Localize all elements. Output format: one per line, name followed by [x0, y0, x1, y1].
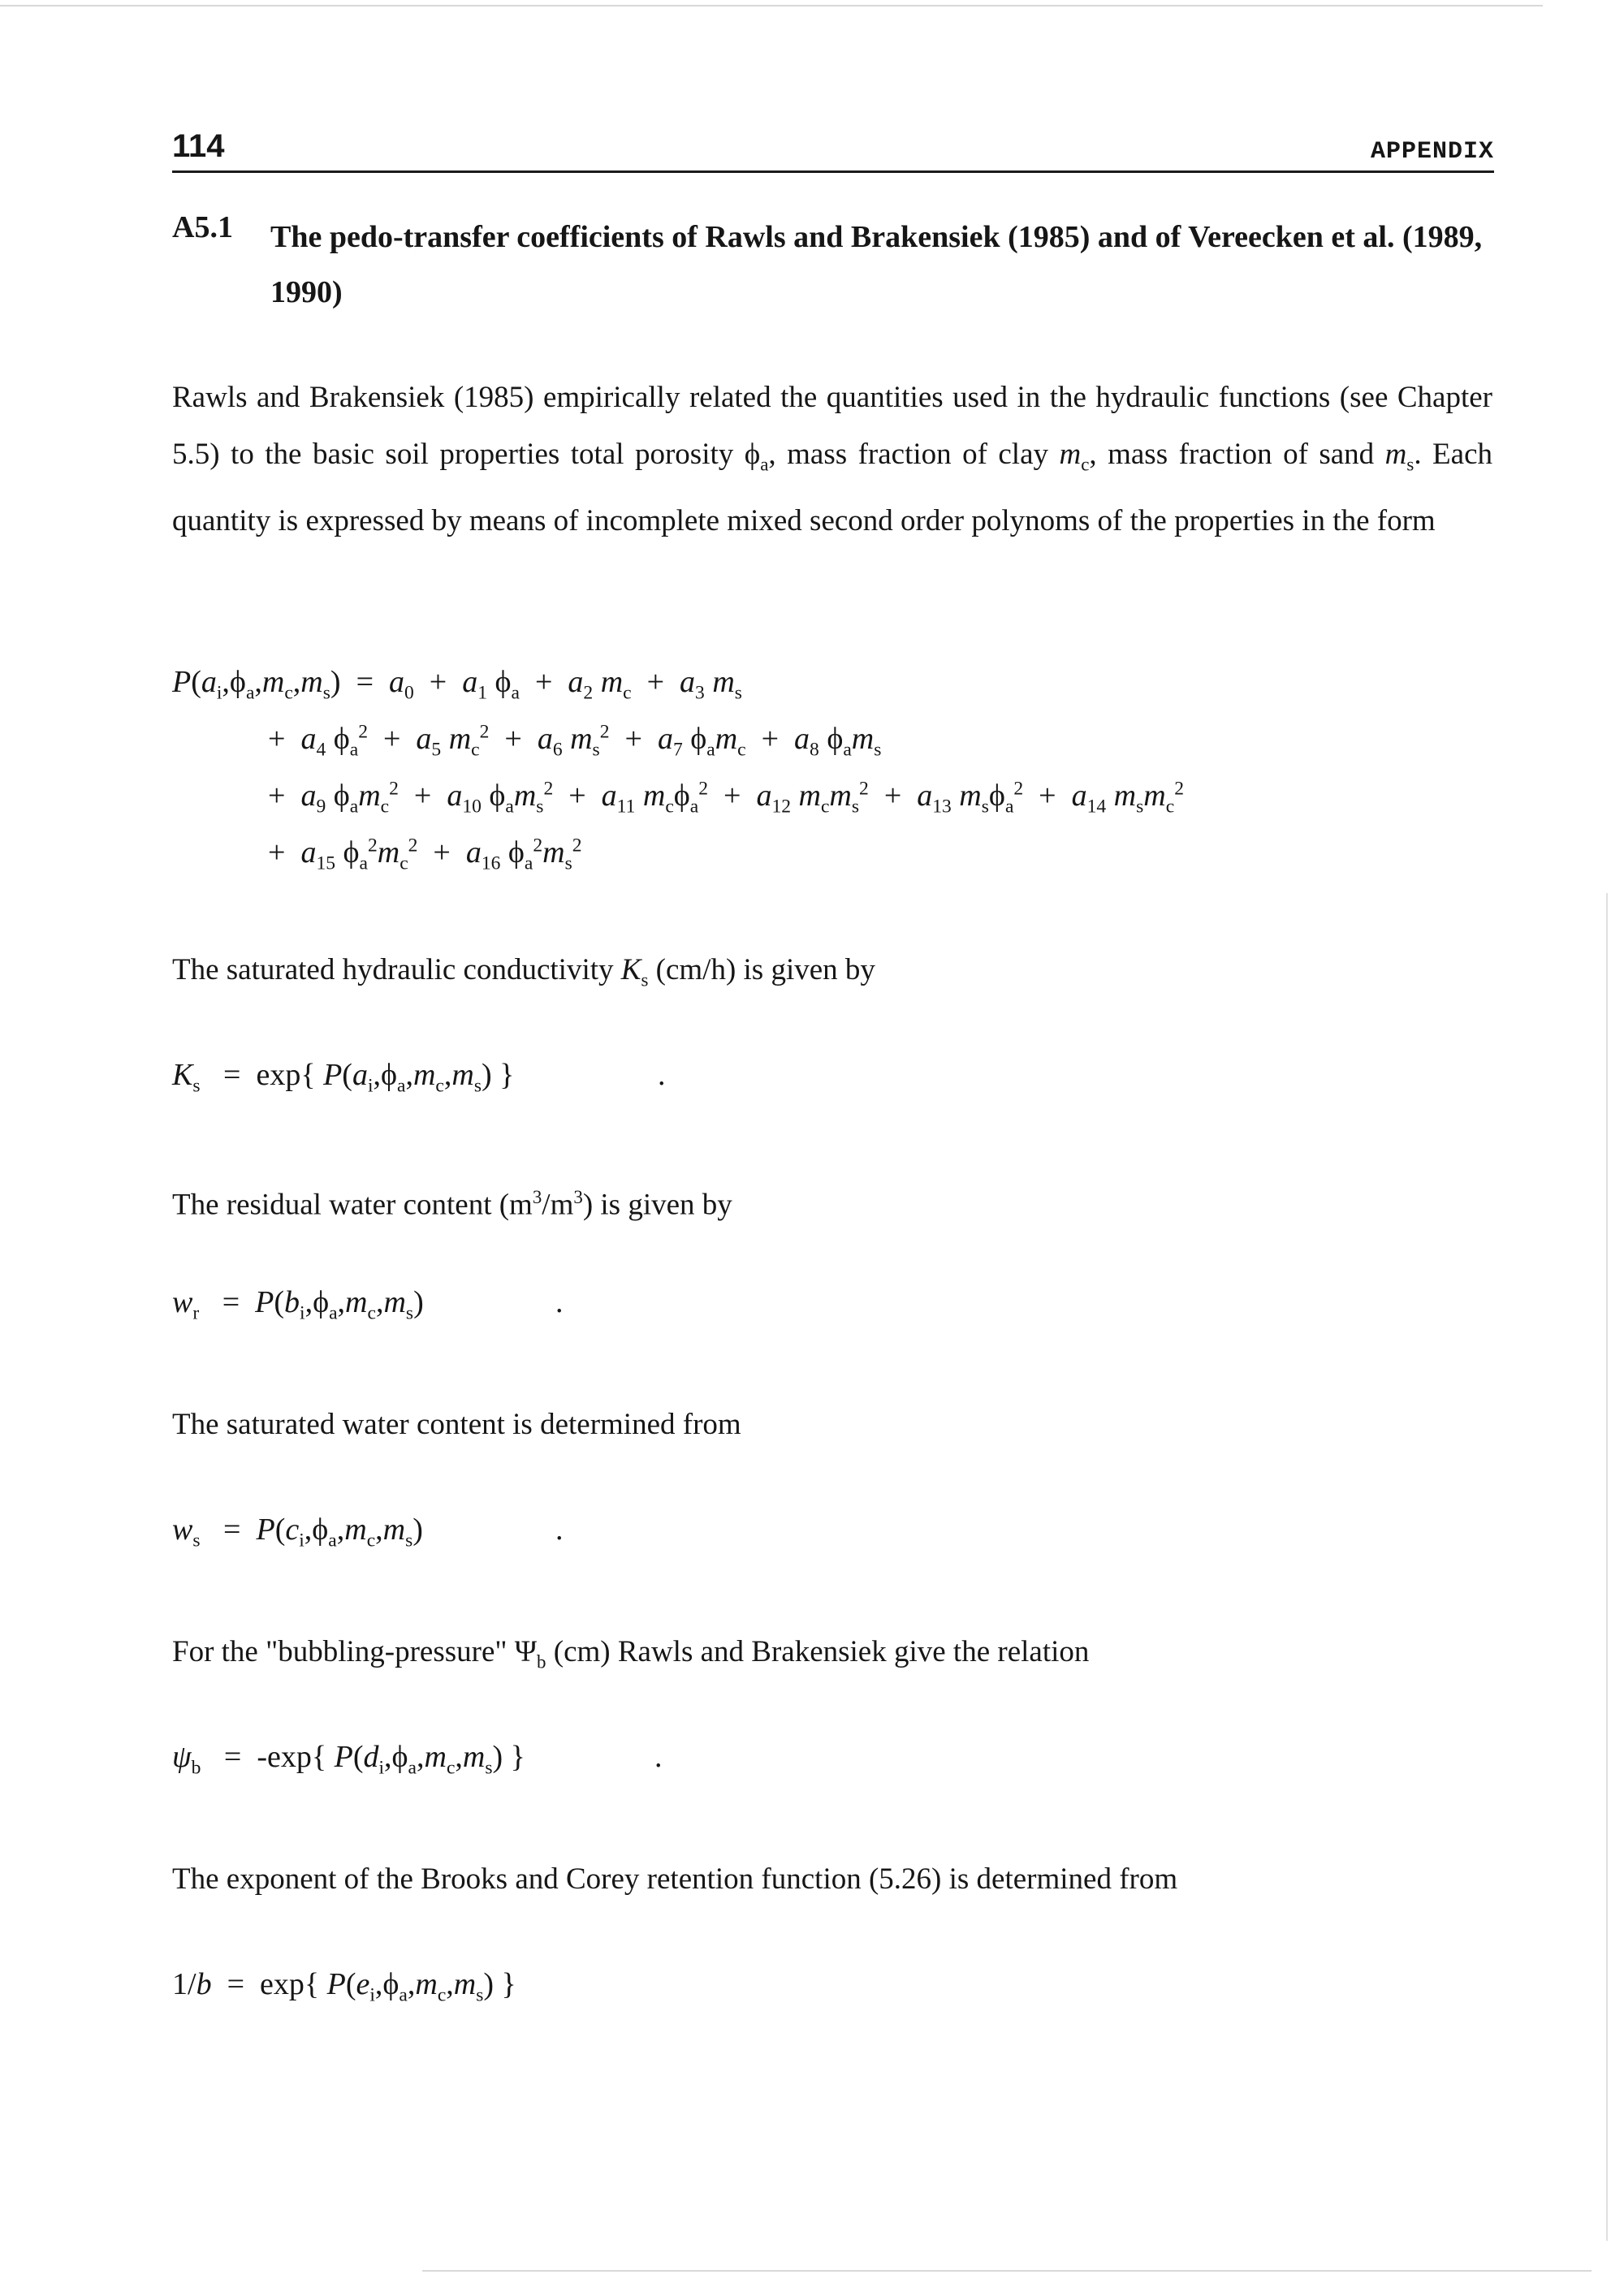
section-title: The pedo-transfer coefficients of Rawls and Brakensiek (1985) and of Vereecken et al. (1989, 1990)	[270, 220, 1483, 309]
equation-psi-b: $\psi_b = -\exp${ $P(d_i,\phi_a,m_c,m_s)$ }	[172, 1740, 525, 1779]
scan-bottom-edge	[422, 2270, 1592, 2272]
equation-polynomial-line-1: $P(a_i,\phi_a,m_c,m_s) = a_0 + a_1$ $\phi_a + a_2$ $m_c + a_3$ $m_s$	[172, 665, 742, 704]
intro-text-2: , mass fraction of clay	[768, 438, 1060, 471]
symbol-clay: m	[1059, 438, 1082, 471]
intro-text-3: , mass fraction of sand	[1089, 438, 1385, 471]
equation-wr-period: .	[555, 1285, 564, 1319]
psi-intro: For the "bubbling-pressure" $\Psi_b$ (cm) Rawls and Brakensiek give the relation	[172, 1635, 1090, 1672]
intro-text-4: . Each quantity is expressed by means of incomplete mixed second order polynoms of the properties in the form	[172, 438, 1492, 538]
equation-ks: $K_s = \exp${ $P(a_i,\phi_a,m_c,m_s)$ }	[172, 1058, 515, 1097]
ks-intro: The saturated hydraulic conductivity $K_s$ (cm/h) is given by	[172, 953, 875, 990]
equation-ws: $w_s = P(c_i,\phi_a,m_c,m_s)$	[172, 1513, 423, 1552]
wr-intro: The residual water content $(m^3/m^3)$ is given by	[172, 1187, 732, 1222]
symbol-psi-b: $\Psi_b$	[514, 1635, 546, 1672]
section-number: A5.1	[172, 210, 233, 244]
page-number: 114	[172, 128, 225, 164]
equation-polynomial-line-4: + $a_{15}$ $\phi_a^2m_c^2 + a_{16}$ $\phi_a^2m_s^2$	[268, 835, 582, 874]
equation-b: 1/b = exp{ $P(e_i,\phi_a,m_c,m_s)$ }	[172, 1967, 516, 2006]
scan-top-edge	[0, 5, 1543, 6]
equation-psi-b-period: .	[654, 1740, 663, 1774]
symbol-porosity: $\phi_a$	[744, 438, 769, 475]
equation-ws-period: .	[555, 1513, 564, 1547]
page-header	[172, 128, 1494, 173]
symbol-ks: K	[620, 953, 641, 986]
intro-paragraph: Rawls and Brakensiek (1985) empirically related the quantities used in the hydraulic functions (see Chapter 5.5) to the basic soil properties total porosity $\phi_a$, mass fraction of clay $m_c$, mass fraction of sand $m_s$. Each quantity is expressed by means of incomplete mixed second order polynoms of the properties in the form	[172, 381, 1492, 538]
equation-wr: $w_r = P(b_i,\phi_a,m_c,m_s)$	[172, 1285, 424, 1324]
scan-right-edge	[1606, 893, 1608, 2241]
intro-text-1: Rawls and Brakensiek (1985) empirically related the quantities used in the hydraulic functions (see Chapter 5.5) to the basic soil properties total porosity	[172, 381, 1492, 471]
b-intro: The exponent of the Brooks and Corey retention function (5.26) is determined from	[172, 1862, 1178, 1896]
equation-polynomial-line-2: + $a_4$ $\phi_a^2 + a_5$ $m_c^2 + a_6$ $m_s^2 + a_7$ $\phi_am_c + a_8$ $\phi_am_s$	[268, 721, 882, 761]
equation-ks-period: .	[658, 1058, 666, 1092]
symbol-sand: m	[1384, 438, 1407, 471]
equation-polynomial-line-3: + $a_9$ $\phi_am_c^2 + a_{10}$ $\phi_am_s^2 + a_{11}$ $m_c\phi_a^2 + a_{12}$ $m_cm_s^2 + a_{13}$ $m_s\phi_a^2 + a_{14}$ $m_sm_c^2$	[268, 778, 1184, 818]
running-head: APPENDIX	[1370, 138, 1494, 166]
ws-intro: The saturated water content is determined from	[172, 1408, 741, 1441]
